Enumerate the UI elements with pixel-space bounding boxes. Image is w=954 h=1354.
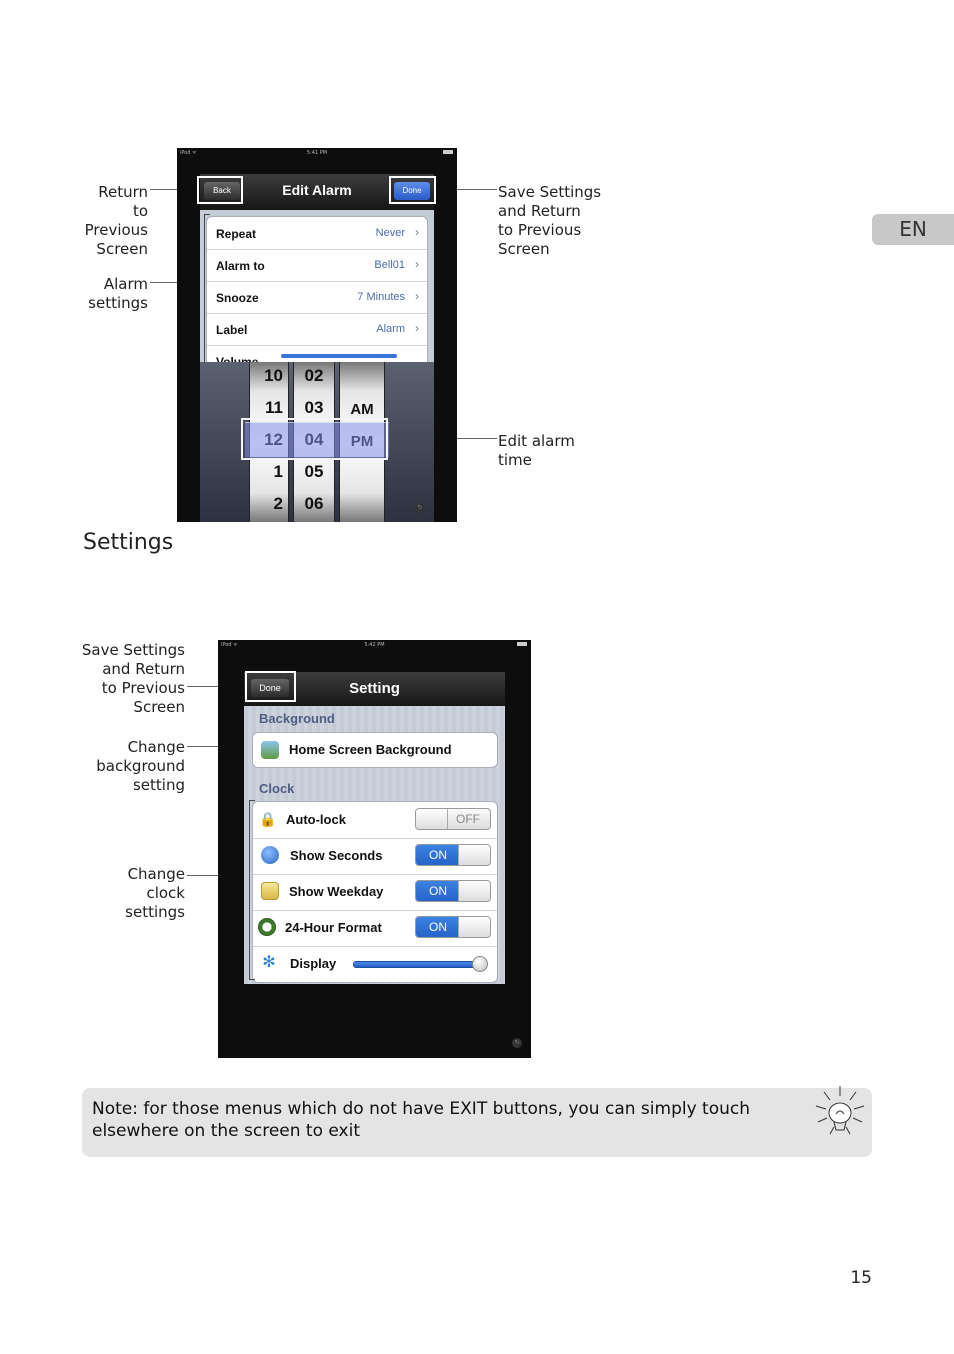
status-device: iPod ᯤ (221, 642, 238, 648)
row-value: Bell01 (374, 259, 405, 271)
row-label: Alarm to (216, 259, 265, 273)
display-slider-track[interactable] (353, 961, 487, 968)
toggle-state: ON (416, 881, 460, 901)
nav-title: Setting (349, 680, 400, 697)
battery-icon (443, 150, 453, 154)
row-label: Repeat (216, 227, 257, 241)
back-button[interactable]: Back (204, 182, 240, 200)
minute-option: 06 (304, 494, 324, 513)
calendar-icon (261, 882, 279, 900)
toggle-knob (416, 809, 448, 829)
row-label: Show Seconds (290, 848, 383, 863)
row-snooze[interactable] (207, 281, 427, 314)
minute-option: 02 (304, 366, 324, 385)
row-value: Alarm (376, 323, 405, 335)
settings-panel (200, 210, 434, 362)
annotation-background: Change background setting (96, 738, 185, 794)
row-label: Snooze (216, 291, 259, 305)
annotation-save-settings: Save Settings and Return to Previous Screen (81, 641, 185, 716)
hour-option: 2 (273, 494, 283, 513)
ampm-option: AM (350, 401, 374, 418)
hour-option: 10 (264, 366, 283, 385)
rotate-icon: ↻ (512, 1038, 522, 1048)
annotation-save: Save Settings and Return to Previous Screen (498, 183, 602, 258)
row-label: Show Weekday (289, 884, 384, 899)
row-home-screen-background[interactable] (253, 733, 497, 767)
hour-option: 11 (265, 398, 283, 417)
row-auto-lock[interactable] (253, 802, 497, 839)
lock-icon: 🔒 (259, 811, 277, 827)
settings-bracket (204, 214, 210, 366)
note-box (82, 1088, 872, 1157)
done-button[interactable]: Done (394, 182, 430, 200)
annotation-return: Return to Previous Screen (84, 183, 148, 258)
alarm-settings-group (206, 216, 428, 378)
background-group (252, 732, 498, 768)
clock-icon (261, 846, 279, 864)
annotation-clock: Change clock settings (125, 865, 185, 921)
done-button[interactable]: Done (251, 679, 289, 697)
toggle-state: OFF (456, 812, 480, 826)
row-label: Label (216, 323, 248, 337)
status-time: 5:42 PM (364, 642, 385, 648)
clock-bracket (249, 800, 255, 980)
chevron-right-icon: › (415, 289, 419, 303)
toggle-knob (458, 917, 490, 937)
section-background: Background (259, 711, 335, 726)
chevron-right-icon: › (415, 321, 419, 335)
alarm-clock-icon (258, 918, 276, 936)
status-time: 5:41 PM (306, 150, 328, 156)
status-device: iPod ᯤ (180, 150, 197, 156)
row-show-seconds[interactable] (253, 838, 497, 875)
minute-option: 05 (304, 462, 324, 481)
row-display[interactable] (253, 946, 497, 982)
section-clock: Clock (259, 781, 295, 796)
nav-title: Edit Alarm (282, 182, 352, 198)
clock-group (252, 801, 498, 983)
annotation-edit-time: Edit alarm time (498, 432, 575, 469)
picker-selection-highlight (241, 418, 388, 460)
language-tab: EN (872, 214, 954, 245)
show-seconds-toggle[interactable] (415, 844, 491, 866)
annotation-alarm-settings: Alarm settings (88, 275, 148, 312)
24-hour-format-toggle[interactable] (415, 916, 491, 938)
minute-option: 03 (304, 398, 324, 417)
row-label: 24-Hour Format (285, 920, 382, 935)
gear-icon: ✻ (262, 954, 276, 971)
time-picker[interactable] (200, 362, 434, 522)
status-bar (218, 640, 531, 650)
toggle-knob (458, 881, 490, 901)
page-number: 15 (850, 1268, 872, 1288)
back-button-highlight (197, 176, 243, 204)
chevron-right-icon: › (415, 225, 419, 239)
row-label-setting[interactable] (207, 313, 427, 346)
done-button-highlight (389, 176, 436, 204)
row-24-hour-format[interactable] (253, 910, 497, 947)
toggle-state: ON (416, 917, 460, 937)
note-text: Note: for those menus which do not have EXIT buttons, you can simply touch elsewhere on the screen to exit (92, 1099, 751, 1141)
auto-lock-toggle[interactable] (415, 808, 491, 830)
row-label: Home Screen Background (289, 742, 452, 757)
picture-icon (261, 741, 279, 759)
row-alarm-to[interactable] (207, 249, 427, 282)
status-bar (177, 148, 457, 158)
hour-option: 1 (273, 462, 283, 481)
edit-alarm-screenshot (177, 148, 457, 522)
chevron-right-icon: › (415, 257, 419, 271)
row-label: Auto-lock (286, 812, 346, 827)
row-value: 7 Minutes (357, 291, 405, 303)
display-slider-knob[interactable] (472, 956, 488, 972)
volume-slider[interactable] (281, 354, 397, 358)
rotate-icon: ↻ (415, 503, 425, 513)
row-show-weekday[interactable] (253, 874, 497, 911)
lightbulb-icon (810, 1082, 870, 1142)
row-label: Display (290, 956, 337, 971)
done-button-highlight (245, 671, 296, 702)
setting-screenshot (218, 640, 531, 1058)
row-repeat[interactable] (207, 217, 427, 250)
toggle-knob (458, 845, 490, 865)
toggle-state: ON (416, 845, 460, 865)
battery-icon (517, 642, 527, 646)
section-heading: Settings (83, 530, 174, 555)
settings-panel (244, 706, 505, 984)
show-weekday-toggle[interactable] (415, 880, 491, 902)
row-value: Never (375, 227, 405, 239)
